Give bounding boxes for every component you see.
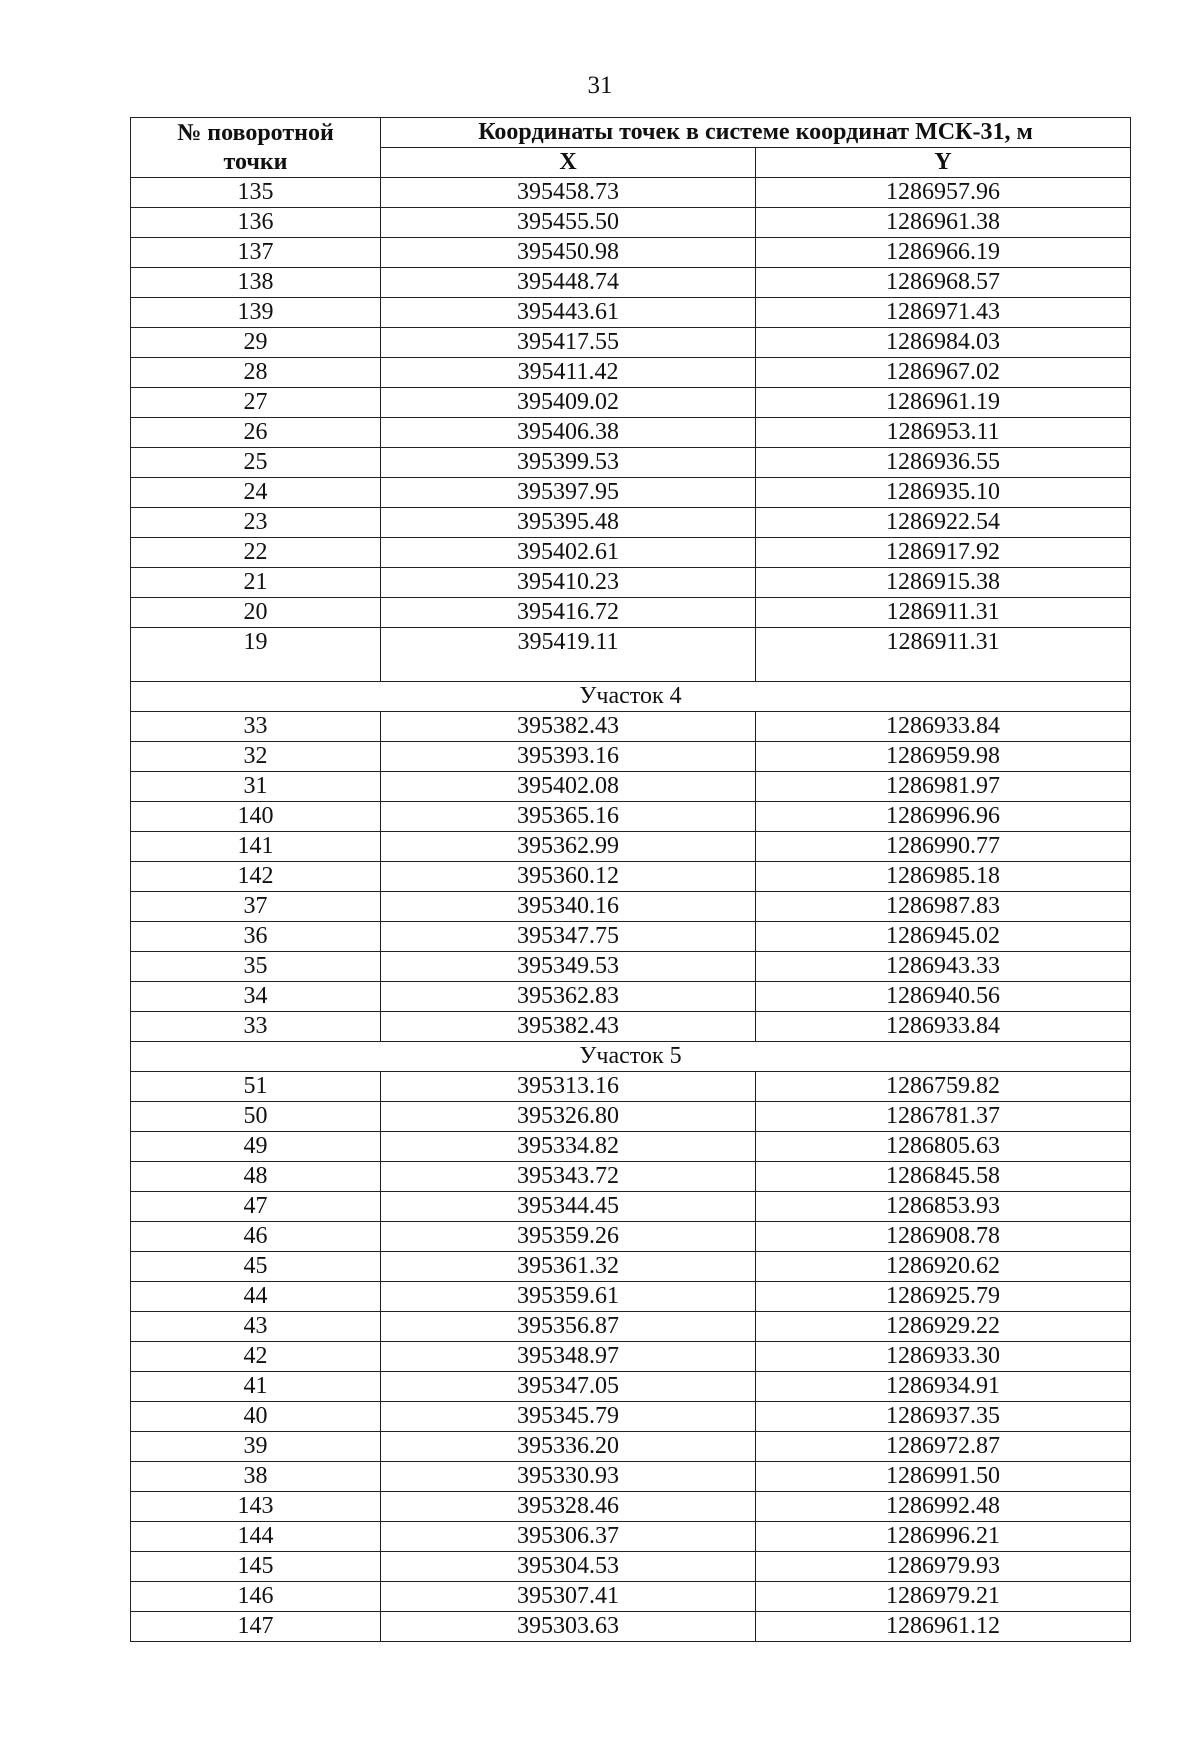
- table-row: [131, 982, 1131, 1012]
- table-header: [131, 118, 1131, 178]
- table-row: [131, 418, 1131, 448]
- table-row: [131, 358, 1131, 388]
- x-coordinate-cell: 395356.87: [381, 1312, 756, 1342]
- point-number-cell: 19: [131, 628, 381, 682]
- x-coordinate-cell: 395344.45: [381, 1192, 756, 1222]
- table-row: [131, 1402, 1131, 1432]
- x-coordinate-cell: 395343.72: [381, 1162, 756, 1192]
- x-coordinate-cell: 395313.16: [381, 1072, 756, 1102]
- coordinates-title-header: Координаты точек в системе координат МСК-31, м: [381, 118, 1131, 148]
- y-coordinate-cell: 1286979.21: [756, 1582, 1131, 1612]
- y-coordinate-cell: 1286961.12: [756, 1612, 1131, 1642]
- x-coordinate-cell: 395410.23: [381, 568, 756, 598]
- y-coordinate-cell: 1286981.97: [756, 772, 1131, 802]
- point-number-cell: 146: [131, 1582, 381, 1612]
- y-coordinate-cell: 1286996.21: [756, 1522, 1131, 1552]
- table-row: [131, 298, 1131, 328]
- section-row: [131, 1042, 1131, 1072]
- table-row: [131, 238, 1131, 268]
- x-coordinate-cell: 395336.20: [381, 1432, 756, 1462]
- x-coordinate-cell: 395361.32: [381, 1252, 756, 1282]
- table-row: [131, 892, 1131, 922]
- table-row: [131, 1192, 1131, 1222]
- y-coordinate-cell: 1286935.10: [756, 478, 1131, 508]
- x-coordinate-cell: 395340.16: [381, 892, 756, 922]
- x-coordinate-cell: 395397.95: [381, 478, 756, 508]
- y-column-header: Y: [756, 148, 1131, 178]
- x-coordinate-cell: 395307.41: [381, 1582, 756, 1612]
- x-coordinate-cell: 395450.98: [381, 238, 756, 268]
- point-number-cell: 22: [131, 538, 381, 568]
- y-coordinate-cell: 1286966.19: [756, 238, 1131, 268]
- y-coordinate-cell: 1286920.62: [756, 1252, 1131, 1282]
- point-number-cell: 141: [131, 832, 381, 862]
- x-column-header: X: [381, 148, 756, 178]
- x-coordinate-cell: 395458.73: [381, 178, 756, 208]
- point-number-cell: 36: [131, 922, 381, 952]
- y-coordinate-cell: 1286961.19: [756, 388, 1131, 418]
- y-coordinate-cell: 1286915.38: [756, 568, 1131, 598]
- table-row: [131, 1492, 1131, 1522]
- point-number-cell: 44: [131, 1282, 381, 1312]
- y-coordinate-cell: 1286925.79: [756, 1282, 1131, 1312]
- table-row: [131, 1462, 1131, 1492]
- table-row: [131, 1012, 1131, 1042]
- point-number-cell: 37: [131, 892, 381, 922]
- table-row: [131, 1312, 1131, 1342]
- x-coordinate-cell: 395349.53: [381, 952, 756, 982]
- table-row: [131, 598, 1131, 628]
- y-coordinate-cell: 1286945.02: [756, 922, 1131, 952]
- table-row: [131, 1282, 1131, 1312]
- point-number-cell: 27: [131, 388, 381, 418]
- x-coordinate-cell: 395417.55: [381, 328, 756, 358]
- point-number-cell: 29: [131, 328, 381, 358]
- coordinates-table: [130, 117, 1131, 1642]
- x-coordinate-cell: 395393.16: [381, 742, 756, 772]
- point-number-cell: 21: [131, 568, 381, 598]
- page-number: 31: [587, 72, 613, 99]
- table-row: [131, 712, 1131, 742]
- table-row: [131, 1552, 1131, 1582]
- y-coordinate-cell: 1286957.96: [756, 178, 1131, 208]
- point-number-cell: 47: [131, 1192, 381, 1222]
- point-number-cell: 31: [131, 772, 381, 802]
- point-number-cell: 48: [131, 1162, 381, 1192]
- point-number-cell: 145: [131, 1552, 381, 1582]
- y-coordinate-cell: 1286911.31: [756, 598, 1131, 628]
- x-coordinate-cell: 395345.79: [381, 1402, 756, 1432]
- point-number-cell: 34: [131, 982, 381, 1012]
- point-number-cell: 50: [131, 1102, 381, 1132]
- point-number-cell: 24: [131, 478, 381, 508]
- x-coordinate-cell: 395347.75: [381, 922, 756, 952]
- y-coordinate-cell: 1286922.54: [756, 508, 1131, 538]
- x-coordinate-cell: 395347.05: [381, 1372, 756, 1402]
- point-number-cell: 49: [131, 1132, 381, 1162]
- x-coordinate-cell: 395334.82: [381, 1132, 756, 1162]
- table-row: [131, 742, 1131, 772]
- x-coordinate-cell: 395306.37: [381, 1522, 756, 1552]
- table-body: [131, 178, 1131, 1642]
- x-coordinate-cell: 395448.74: [381, 268, 756, 298]
- point-number-cell: 140: [131, 802, 381, 832]
- point-number-cell: 137: [131, 238, 381, 268]
- table-row: [131, 478, 1131, 508]
- table-row: [131, 538, 1131, 568]
- y-coordinate-cell: 1286996.96: [756, 802, 1131, 832]
- table-row: [131, 952, 1131, 982]
- point-number-cell: 40: [131, 1402, 381, 1432]
- point-number-cell: 51: [131, 1072, 381, 1102]
- y-coordinate-cell: 1286961.38: [756, 208, 1131, 238]
- y-coordinate-cell: 1286933.30: [756, 1342, 1131, 1372]
- x-coordinate-cell: 395395.48: [381, 508, 756, 538]
- point-number-cell: 142: [131, 862, 381, 892]
- point-number-cell: 26: [131, 418, 381, 448]
- point-number-cell: 46: [131, 1222, 381, 1252]
- point-number-cell: 138: [131, 268, 381, 298]
- x-coordinate-cell: 395348.97: [381, 1342, 756, 1372]
- table-row: [131, 1222, 1131, 1252]
- table-row: [131, 862, 1131, 892]
- x-coordinate-cell: 395409.02: [381, 388, 756, 418]
- x-coordinate-cell: 395419.11: [381, 628, 756, 682]
- x-coordinate-cell: 395360.12: [381, 862, 756, 892]
- section-row: [131, 682, 1131, 712]
- table-row: [131, 1372, 1131, 1402]
- x-coordinate-cell: 395359.61: [381, 1282, 756, 1312]
- y-coordinate-cell: 1286990.77: [756, 832, 1131, 862]
- x-coordinate-cell: 395304.53: [381, 1552, 756, 1582]
- x-coordinate-cell: 395399.53: [381, 448, 756, 478]
- x-coordinate-cell: 395365.16: [381, 802, 756, 832]
- table-row: [131, 328, 1131, 358]
- x-coordinate-cell: 395411.42: [381, 358, 756, 388]
- table-row: [131, 178, 1131, 208]
- point-number-cell: 23: [131, 508, 381, 538]
- x-coordinate-cell: 395362.83: [381, 982, 756, 1012]
- point-number-cell: 42: [131, 1342, 381, 1372]
- table-row: [131, 268, 1131, 298]
- table-row: [131, 922, 1131, 952]
- y-coordinate-cell: 1286968.57: [756, 268, 1131, 298]
- point-number-cell: 147: [131, 1612, 381, 1642]
- y-coordinate-cell: 1286984.03: [756, 328, 1131, 358]
- point-number-cell: 136: [131, 208, 381, 238]
- table-row: [131, 1102, 1131, 1132]
- point-number-cell: 139: [131, 298, 381, 328]
- x-coordinate-cell: 395382.43: [381, 712, 756, 742]
- x-coordinate-cell: 395326.80: [381, 1102, 756, 1132]
- y-coordinate-cell: 1286937.35: [756, 1402, 1131, 1432]
- y-coordinate-cell: 1286967.02: [756, 358, 1131, 388]
- y-coordinate-cell: 1286985.18: [756, 862, 1131, 892]
- table-row: [131, 1432, 1131, 1462]
- point-number-cell: 144: [131, 1522, 381, 1552]
- y-coordinate-cell: 1286805.63: [756, 1132, 1131, 1162]
- point-number-cell: 28: [131, 358, 381, 388]
- x-coordinate-cell: 395402.61: [381, 538, 756, 568]
- point-number-cell: 135: [131, 178, 381, 208]
- y-coordinate-cell: 1286911.31: [756, 628, 1131, 682]
- y-coordinate-cell: 1286971.43: [756, 298, 1131, 328]
- table-row: [131, 1072, 1131, 1102]
- x-coordinate-cell: 395303.63: [381, 1612, 756, 1642]
- point-number-cell: 35: [131, 952, 381, 982]
- table-row: [131, 568, 1131, 598]
- y-coordinate-cell: 1286943.33: [756, 952, 1131, 982]
- table-row: [131, 1612, 1131, 1642]
- y-coordinate-cell: 1286933.84: [756, 1012, 1131, 1042]
- x-coordinate-cell: 395359.26: [381, 1222, 756, 1252]
- point-number-header: № поворотной точки: [131, 118, 381, 178]
- y-coordinate-cell: 1286929.22: [756, 1312, 1131, 1342]
- table-row: [131, 1252, 1131, 1282]
- y-coordinate-cell: 1286959.98: [756, 742, 1131, 772]
- point-number-cell: 38: [131, 1462, 381, 1492]
- y-coordinate-cell: 1286781.37: [756, 1102, 1131, 1132]
- y-coordinate-cell: 1286992.48: [756, 1492, 1131, 1522]
- y-coordinate-cell: 1286759.82: [756, 1072, 1131, 1102]
- point-number-cell: 33: [131, 712, 381, 742]
- point-number-cell: 39: [131, 1432, 381, 1462]
- point-number-cell: 20: [131, 598, 381, 628]
- x-coordinate-cell: 395402.08: [381, 772, 756, 802]
- y-coordinate-cell: 1286917.92: [756, 538, 1131, 568]
- table-row: [131, 1132, 1131, 1162]
- y-coordinate-cell: 1286972.87: [756, 1432, 1131, 1462]
- x-coordinate-cell: 395416.72: [381, 598, 756, 628]
- y-coordinate-cell: 1286934.91: [756, 1372, 1131, 1402]
- x-coordinate-cell: 395362.99: [381, 832, 756, 862]
- x-coordinate-cell: 395406.38: [381, 418, 756, 448]
- y-coordinate-cell: 1286940.56: [756, 982, 1131, 1012]
- section-label: Участок 4: [131, 682, 1131, 712]
- table-row: [131, 508, 1131, 538]
- table-row: [131, 448, 1131, 478]
- table-row: [131, 1522, 1131, 1552]
- table-row: [131, 1342, 1131, 1372]
- point-number-cell: 32: [131, 742, 381, 772]
- table-row: [131, 832, 1131, 862]
- y-coordinate-cell: 1286979.93: [756, 1552, 1131, 1582]
- x-coordinate-cell: 395455.50: [381, 208, 756, 238]
- x-coordinate-cell: 395330.93: [381, 1462, 756, 1492]
- y-coordinate-cell: 1286845.58: [756, 1162, 1131, 1192]
- table-row: [131, 1162, 1131, 1192]
- x-coordinate-cell: 395382.43: [381, 1012, 756, 1042]
- table-row: [131, 388, 1131, 418]
- point-number-cell: 43: [131, 1312, 381, 1342]
- y-coordinate-cell: 1286936.55: [756, 448, 1131, 478]
- point-number-cell: 45: [131, 1252, 381, 1282]
- table-row: [131, 1582, 1131, 1612]
- table-row: [131, 772, 1131, 802]
- y-coordinate-cell: 1286908.78: [756, 1222, 1131, 1252]
- x-coordinate-cell: 395328.46: [381, 1492, 756, 1522]
- point-number-cell: 33: [131, 1012, 381, 1042]
- point-number-cell: 25: [131, 448, 381, 478]
- table-row: [131, 208, 1131, 238]
- table-row: [131, 628, 1131, 682]
- point-number-cell: 143: [131, 1492, 381, 1522]
- x-coordinate-cell: 395443.61: [381, 298, 756, 328]
- section-label: Участок 5: [131, 1042, 1131, 1072]
- y-coordinate-cell: 1286991.50: [756, 1462, 1131, 1492]
- y-coordinate-cell: 1286987.83: [756, 892, 1131, 922]
- point-number-cell: 41: [131, 1372, 381, 1402]
- y-coordinate-cell: 1286853.93: [756, 1192, 1131, 1222]
- y-coordinate-cell: 1286933.84: [756, 712, 1131, 742]
- y-coordinate-cell: 1286953.11: [756, 418, 1131, 448]
- table-row: [131, 802, 1131, 832]
